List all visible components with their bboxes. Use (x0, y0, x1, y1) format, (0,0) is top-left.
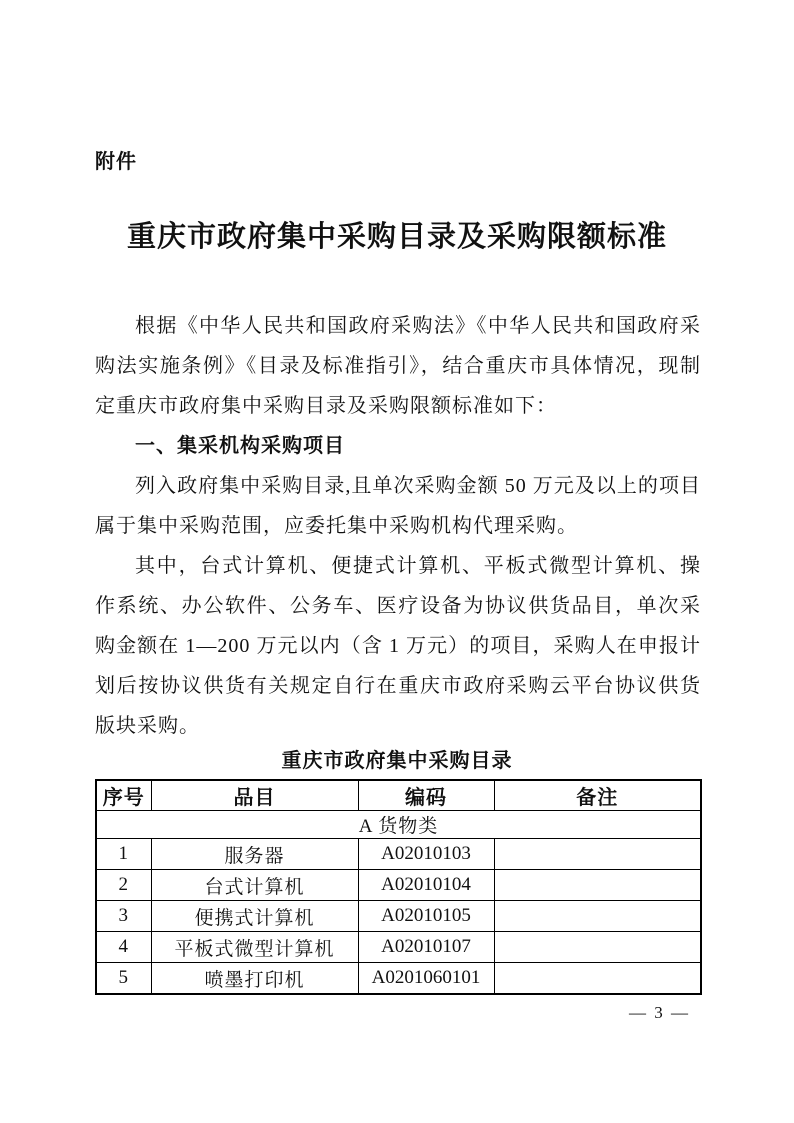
cell-seq: 1 (96, 839, 151, 870)
catalog-table-title: 重庆市政府集中采购目录 (281, 750, 513, 772)
cell-note (494, 901, 701, 932)
body-text (95, 306, 701, 746)
cell-note (494, 932, 701, 963)
cell-item: 平板式微型计算机 (151, 932, 358, 963)
category-label-goods: A 货物类 (96, 811, 701, 839)
document-title: 重庆市政府集中采购目录及采购限额标准 (126, 221, 667, 253)
cell-code: A0201060101 (358, 963, 494, 995)
cell-note (494, 963, 701, 995)
cell-note (494, 870, 701, 901)
section-heading-centralized-procurement: 一、集采机构采购项目 (135, 435, 345, 457)
table-header-row (96, 780, 701, 811)
col-header-code: 编码 (358, 780, 494, 811)
col-header-seq: 序号 (96, 780, 151, 811)
cell-code: A02010105 (358, 901, 494, 932)
col-header-note: 备注 (494, 780, 701, 811)
attachment-label: 附件 (95, 151, 137, 173)
paragraph-legal-basis: 根据《中华人民共和国政府采购法》《中华人民共和国政府采购法实施条例》《目录及标准指引》，结合重庆市具体情况，现制定重庆市政府集中采购目录及采购限额标准如下： (95, 315, 701, 417)
table-row (96, 963, 701, 995)
cell-code: A02010104 (358, 870, 494, 901)
paragraph-agreement-supply: 其中，台式计算机、便捷式计算机、平板式微型计算机、操作系统、办公软件、公务车、医疗设备为协议供货品目，单次采购金额在 1—200 万元以内（含 1 万元）的项目，采购人在申报计划后按协议供货有关规定自行在重庆市政府采购云平台协议供货版块采购。 (95, 555, 701, 737)
page-number: — 3 — (629, 1003, 690, 1022)
cell-item: 喷墨打印机 (151, 963, 358, 995)
table-row (96, 901, 701, 932)
cell-item: 台式计算机 (151, 870, 358, 901)
table-row (96, 839, 701, 870)
cell-seq: 4 (96, 932, 151, 963)
table-row (96, 932, 701, 963)
paragraph-centralized-scope: 列入政府集中采购目录,且单次采购金额 50 万元及以上的项目属于集中采购范围，应委托集中采购机构代理采购。 (95, 475, 701, 537)
procurement-catalog-table (95, 779, 702, 995)
cell-seq: 5 (96, 963, 151, 995)
cell-code: A02010107 (358, 932, 494, 963)
cell-seq: 3 (96, 901, 151, 932)
cell-item: 便携式计算机 (151, 901, 358, 932)
cell-seq: 2 (96, 870, 151, 901)
table-row (96, 870, 701, 901)
cell-item: 服务器 (151, 839, 358, 870)
col-header-item: 品目 (151, 780, 358, 811)
cell-note (494, 839, 701, 870)
cell-code: A02010103 (358, 839, 494, 870)
category-row-goods (96, 811, 701, 839)
